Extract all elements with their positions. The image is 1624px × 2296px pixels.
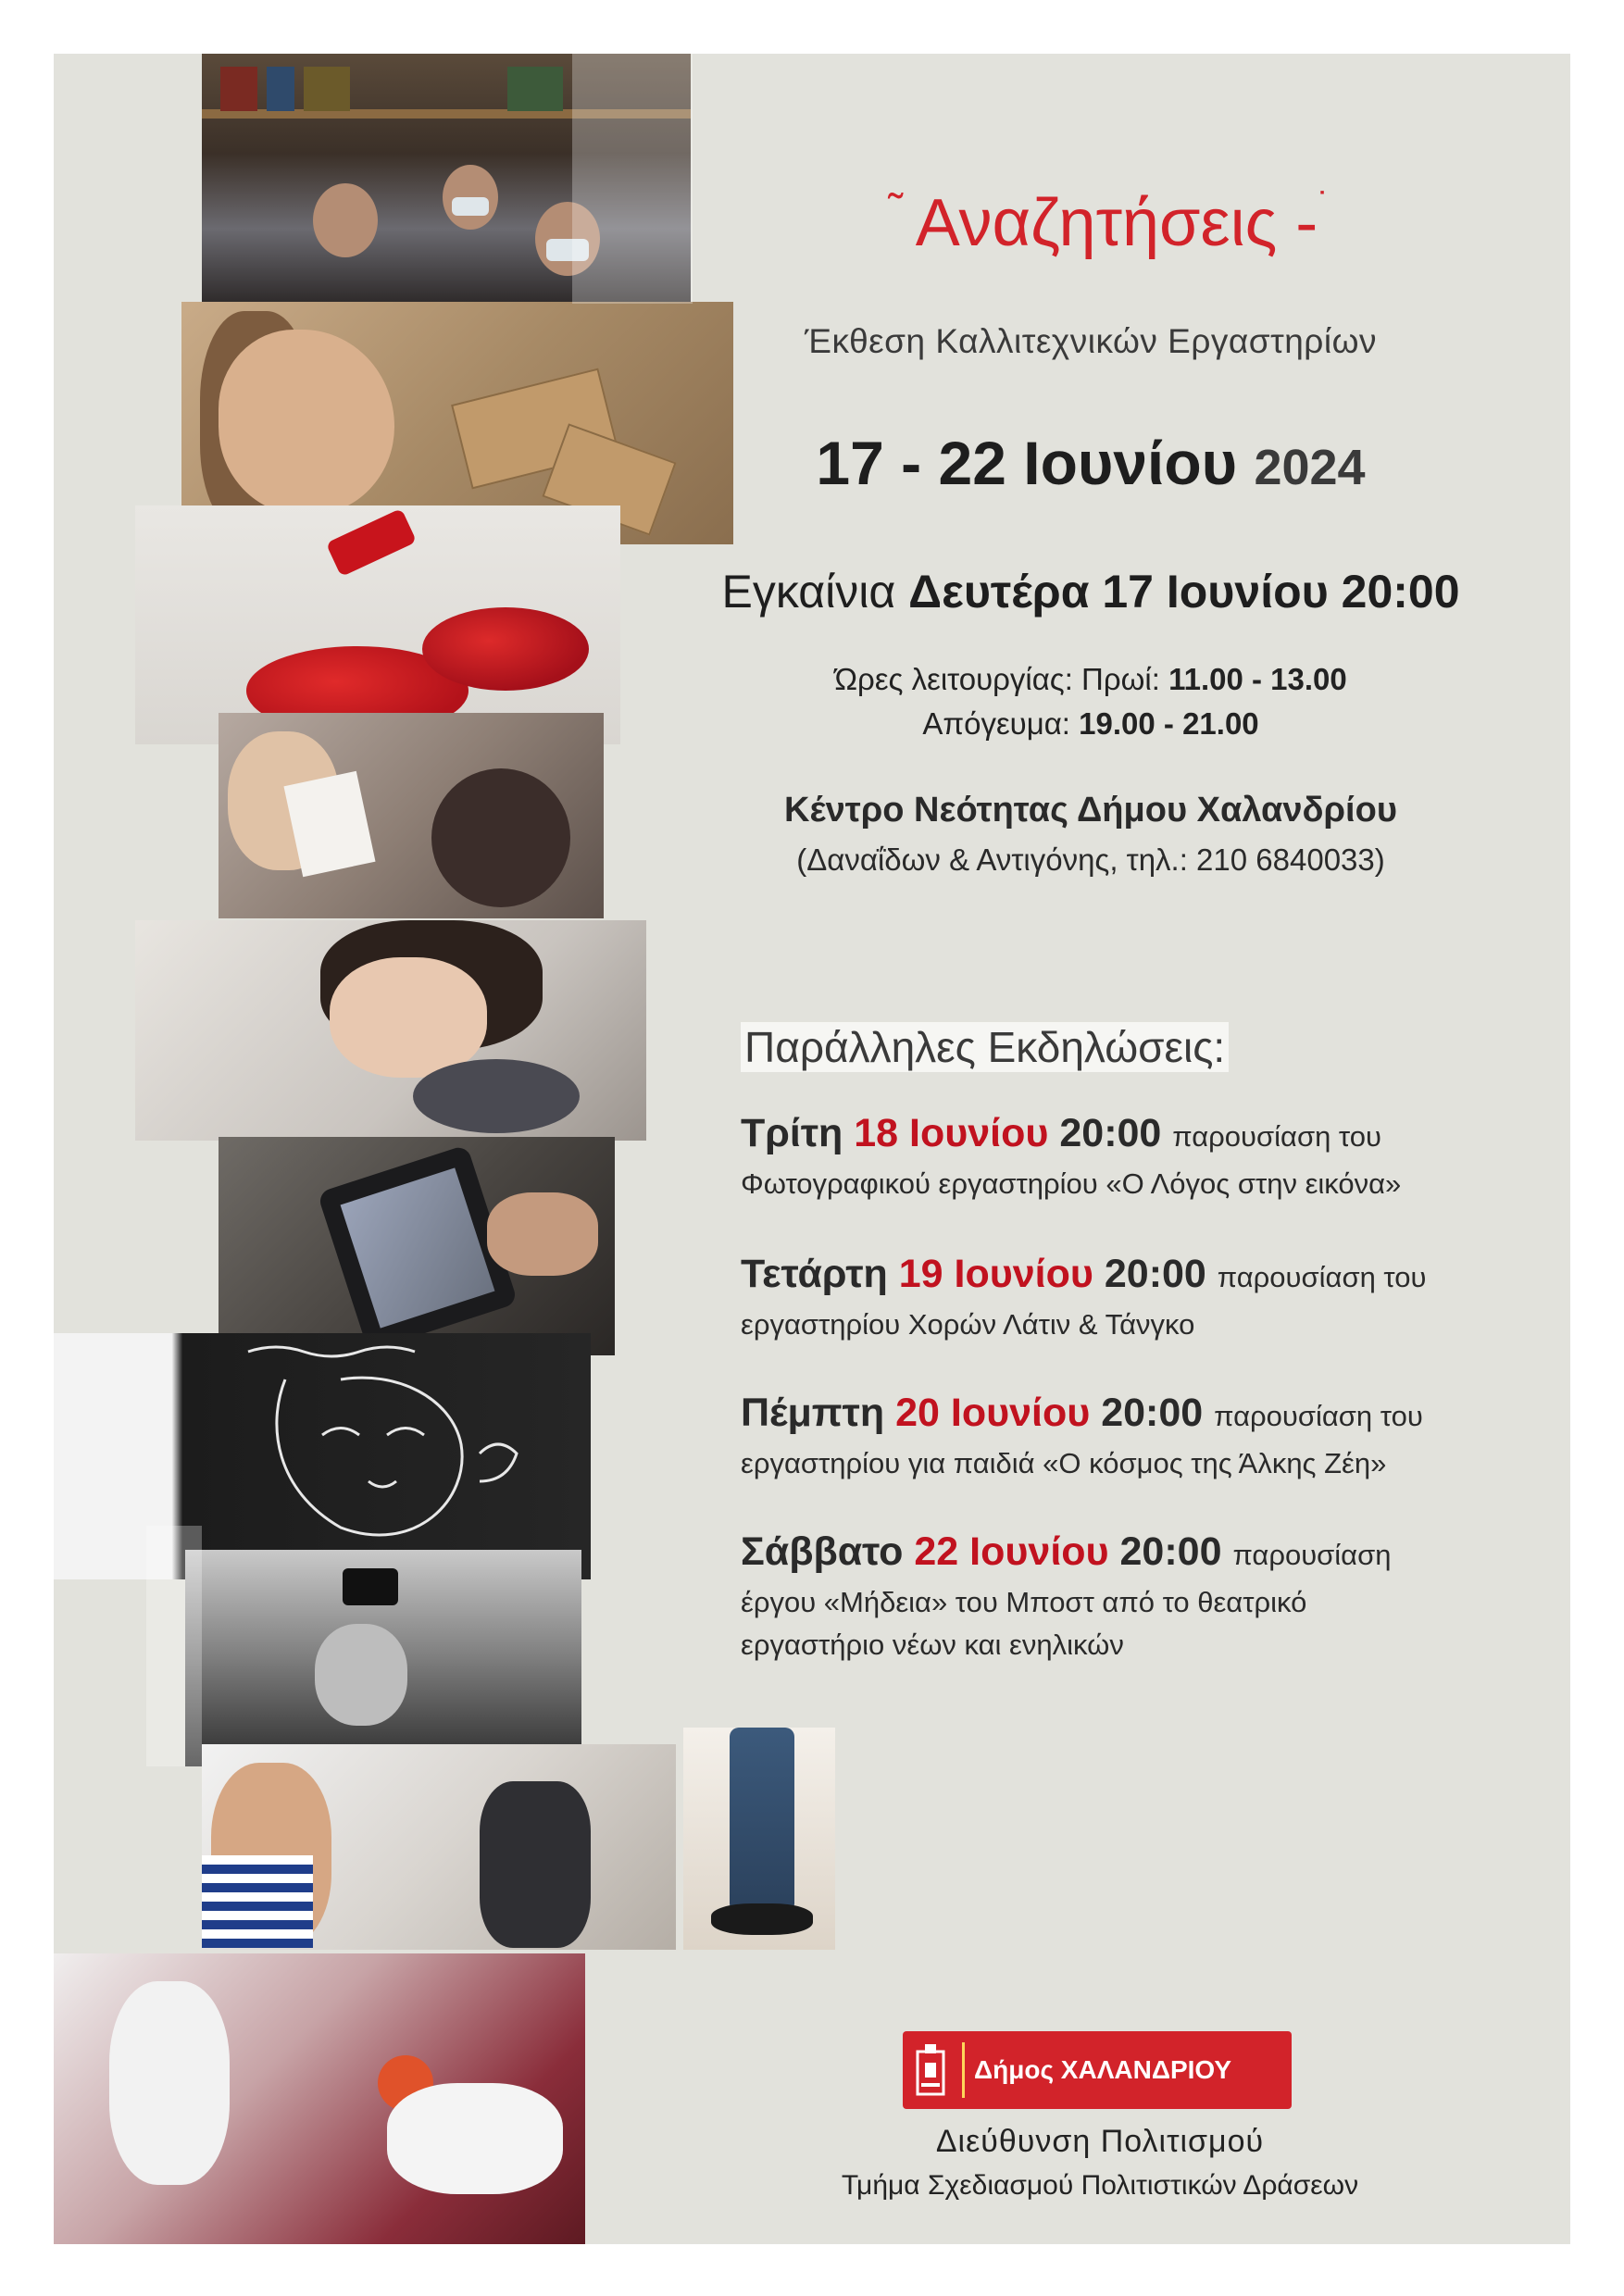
overlay-frame: [572, 54, 693, 304]
photo-phone-audience: [185, 1550, 581, 1766]
event-item: [741, 1387, 1570, 1485]
photo-dancer-legs: [683, 1728, 835, 1950]
dancer-man: [480, 1781, 591, 1948]
event-pres: παρουσίαση του: [1217, 1261, 1427, 1293]
hours-label: Ώρες λειτουργίας: Πρωί:: [834, 662, 1160, 696]
child: [431, 768, 570, 907]
event-pres: παρουσίαση του: [1214, 1400, 1423, 1432]
event-day: Σάββατο: [741, 1529, 904, 1574]
logo-text: Δήμος ΧΑΛΑΝΔΡΙΟΥ: [974, 2055, 1232, 2084]
event-day: Τετάρτη: [741, 1252, 888, 1296]
opening-datetime: Δευτέρα 17 Ιουνίου 20:00: [908, 566, 1460, 618]
person-head: [313, 183, 378, 257]
book: [220, 67, 257, 111]
face: [330, 957, 487, 1078]
event-item: [741, 1107, 1570, 1205]
date-range: [720, 428, 1461, 498]
parallel-events-heading: Παράλληλες Εκδηλώσεις:: [741, 1022, 1229, 1072]
face-mask: [452, 197, 489, 216]
event-item: [741, 1248, 1570, 1346]
poster: [54, 54, 1570, 2244]
event-desc: εργαστηρίου Χορών Λάτιν & Τάνγκο: [741, 1308, 1195, 1341]
phone: [343, 1568, 398, 1605]
ceramic-pot: [413, 1059, 580, 1133]
book: [304, 67, 350, 111]
event-time: 20:00: [1104, 1252, 1206, 1296]
photo-teacher-children: [219, 713, 604, 918]
event-desc: εργαστηρίου για παιδιά «Ο κόσμος της Άλκης Ζέη»: [741, 1447, 1387, 1479]
photo-ceramic-painting: [135, 920, 646, 1141]
emblem-icon: [903, 2031, 958, 2109]
event-pres: παρουσίαση: [1232, 1539, 1392, 1571]
event-time: 20:00: [1101, 1391, 1204, 1435]
shoes: [711, 1903, 813, 1935]
venue-name: Κέντρο Νεότητας Δήμου Χαλανδρίου: [784, 791, 1397, 830]
striped-shirt: [202, 1855, 313, 1948]
logo-separator: [962, 2042, 965, 2098]
hours-afternoon: 19.00 - 21.00: [1079, 706, 1259, 741]
red-piece: [326, 508, 417, 577]
jeans-legs: [730, 1728, 794, 1913]
hand: [487, 1192, 598, 1276]
photo-red-sculpture: [135, 505, 620, 744]
event-date: 18 Ιουνίου: [854, 1111, 1049, 1155]
person-head: [315, 1624, 407, 1726]
event-item: [741, 1526, 1570, 1666]
photo-theatre-performance: [54, 1953, 585, 2244]
photo-tablet-drawing: [219, 1137, 615, 1355]
date-year: 2024: [1254, 440, 1366, 495]
photo-chalk-drawing: [54, 1333, 591, 1579]
hours-afternoon-label: Απόγευμα:: [922, 706, 1070, 741]
event-time: 20:00: [1119, 1529, 1222, 1574]
opening: [693, 565, 1489, 618]
venue-address: (Δαναΐδων & Αντιγόνης, τηλ.: 210 6840033): [796, 842, 1385, 877]
date-start: 17: [816, 429, 884, 497]
tilde-mark: ˜: [888, 186, 916, 235]
title: [739, 185, 1480, 261]
event-date: 19 Ιουνίου: [898, 1252, 1093, 1296]
event-pres: παρουσίαση του: [1172, 1120, 1381, 1153]
event-date: 22 Ιουνίου: [914, 1529, 1109, 1574]
date-end: 22 Ιουνίου: [938, 429, 1238, 497]
face: [219, 330, 394, 515]
opening-label: Εγκαίνια: [721, 566, 896, 618]
subtitle: Έκθεση Καλλιτεχνικών Εργαστηρίων: [805, 322, 1377, 360]
overlay-frame: [146, 1526, 202, 1766]
performer: [109, 1981, 230, 2185]
date-dash: -: [901, 429, 922, 497]
dot-mark: ˙: [1318, 185, 1330, 226]
event-day: Τρίτη: [741, 1111, 843, 1155]
book: [507, 67, 563, 111]
department: Διεύθυνση Πολιτισμού: [935, 2124, 1265, 2159]
photo-latin-dance: [202, 1744, 676, 1950]
chalk-face-drawing: [230, 1342, 563, 1574]
book: [267, 67, 294, 111]
event-desc: Φωτογραφικού εργαστηρίου «Ο Λόγος στην εικόνα»: [741, 1167, 1402, 1200]
municipality-logo: [903, 2031, 1292, 2109]
red-dish: [422, 607, 589, 691]
opening-hours: [720, 657, 1461, 746]
section: Τμήμα Σχεδιασμού Πολιτιστικών Δράσεων: [841, 2170, 1359, 2201]
title-text: Αναζητήσεις -: [915, 186, 1318, 260]
hours-morning: 11.00 - 13.00: [1168, 662, 1347, 696]
event-date: 20 Ιουνίου: [895, 1391, 1091, 1435]
event-desc: έργου «Μήδεια» του Μποστ από το θεατρικό: [741, 1586, 1307, 1618]
event-time: 20:00: [1059, 1111, 1162, 1155]
event-day: Πέμπτη: [741, 1391, 885, 1435]
performer-lying: [387, 2083, 563, 2194]
event-desc-continued: εργαστήριο νέων και ενηλικών: [741, 1628, 1124, 1661]
